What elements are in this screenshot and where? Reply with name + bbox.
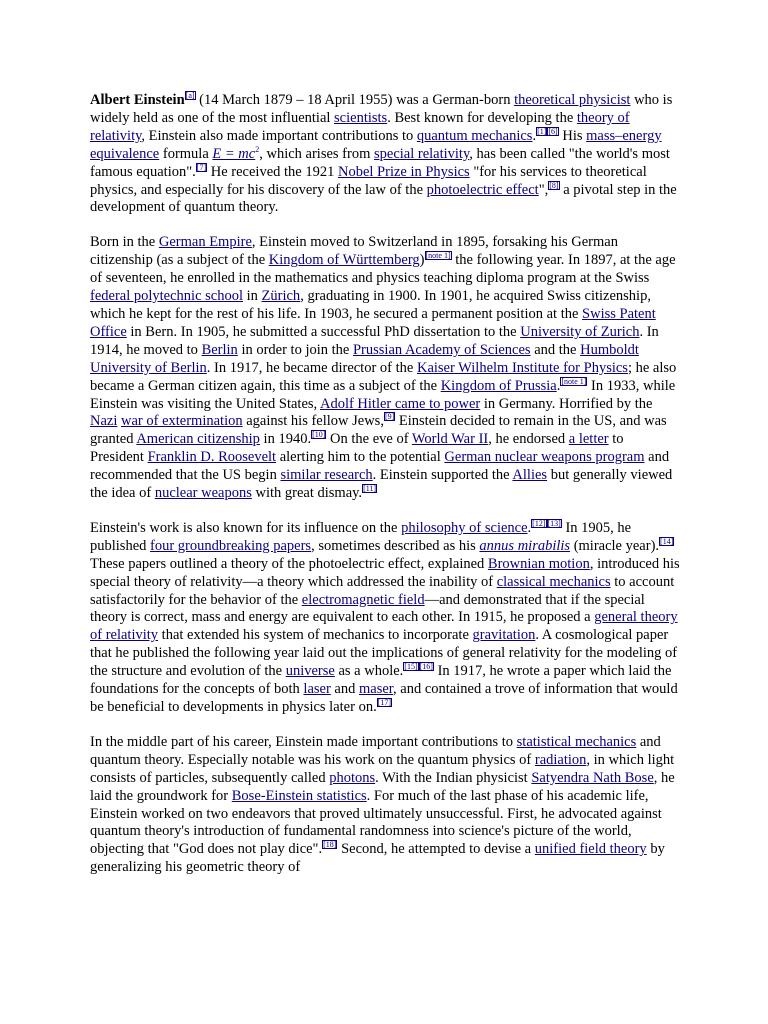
body-text: , Einstein moved to Switzerland in 1895, forsaking his German citizenship (as a subject of the — [90, 234, 618, 269]
wiki-link[interactable]: Brownian motion — [487, 555, 590, 572]
body-text: In 1933, while Einstein was visiting the United States, — [90, 377, 676, 412]
wiki-link[interactable]: Humboldt University of Berlin — [90, 341, 639, 376]
body-text: , and contained a trove of information that would be beneficial to developments in physics later on. — [90, 681, 678, 715]
body-text: and — [330, 681, 359, 698]
superscript: 2 — [255, 144, 260, 154]
body-text: in 1940. — [259, 431, 312, 448]
body-text: "for his services to theoretical physics, and especially for his discovery of the law of the — [90, 163, 647, 198]
body-text: who is widely held as one of the most influential — [90, 92, 673, 126]
body-text: , has been called "the world's most famous equation". — [90, 145, 670, 180]
body-text: formula — [159, 145, 213, 162]
wiki-link[interactable]: electromagnetic field — [301, 591, 425, 608]
wiki-link[interactable]: World War II — [411, 431, 489, 448]
wiki-link[interactable]: Bose-Einstein statistics — [231, 787, 367, 804]
body-text: His — [558, 127, 587, 144]
wiki-link[interactable]: University of Zurich — [520, 323, 640, 340]
article-subject: Albert Einstein — [90, 92, 185, 108]
wiki-link[interactable]: theoretical physicist — [514, 92, 631, 108]
body-text: by generalizing his geometric theory of — [90, 841, 665, 876]
citation-link[interactable]: [1] — [537, 126, 547, 136]
body-text: in order to join the — [237, 341, 353, 358]
citation-link[interactable]: [16] — [419, 662, 433, 672]
citation-link[interactable]: [note 1] — [425, 251, 451, 261]
body-text: against his fellow Jews, — [242, 413, 384, 430]
citation-link[interactable]: [14] — [660, 536, 674, 546]
body-text: In 1905, he published — [90, 519, 632, 554]
body-text: and quantum theory. Especially notable was his work on the quantum physics of — [90, 733, 661, 768]
wiki-link[interactable]: Kingdom of Prussia — [440, 377, 557, 394]
wiki-link[interactable]: Berlin — [201, 341, 238, 358]
citation-ref — [531, 519, 546, 528]
body-text: to President — [90, 431, 624, 466]
citation-ref — [419, 662, 434, 671]
wiki-link-text: annus mirabilis — [479, 537, 571, 554]
body-text: (14 March 1879 – 18 April 1955) was a German-born — [195, 92, 515, 108]
citation-link[interactable]: [10] — [312, 430, 326, 440]
body-text: These papers outlined a theory of the photoelectric effect, explained — [90, 555, 488, 572]
body-text: , sometimes described as his — [311, 537, 480, 554]
wiki-link[interactable] — [212, 146, 255, 162]
citation-link[interactable]: [13] — [547, 518, 561, 528]
citation-ref — [185, 91, 196, 100]
wiki-link[interactable]: war of extermination — [121, 413, 243, 430]
body-text: (miracle year). — [570, 537, 660, 554]
body-text: . With the Indian physicist — [375, 769, 532, 786]
wiki-link[interactable]: universe — [285, 663, 335, 680]
citation-ref — [547, 127, 558, 136]
body-text: and the — [530, 341, 581, 358]
body-text: in — [243, 288, 262, 305]
body-text: Born in the — [90, 234, 159, 251]
body-text: alerting him to the potential — [276, 449, 445, 466]
wiki-link[interactable]: general theory of relativity — [90, 609, 678, 644]
citation-link[interactable]: [a] — [185, 91, 195, 100]
wiki-link[interactable]: photoelectric effect — [426, 181, 539, 198]
wiki-link[interactable]: Adolf Hitler came to power — [319, 395, 481, 412]
body-text: , he endorsed — [488, 431, 569, 448]
body-text: Einstein decided to remain in the US, and was granted — [90, 413, 667, 448]
body-text: and recommended that the US begin — [90, 449, 670, 484]
citation-link[interactable]: [17] — [377, 698, 392, 707]
wiki-link[interactable]: Nobel Prize in Physics — [337, 163, 470, 180]
body-text: a pivotal step in the development of quantum theory. — [90, 181, 677, 216]
wiki-link[interactable]: nuclear weapons — [154, 485, 252, 502]
citation-link[interactable]: [7] — [196, 162, 207, 172]
body-text: . — [532, 127, 537, 144]
body-text: that extended his system of mechanics to incorporate — [158, 627, 473, 644]
wiki-link-text: E = mc — [212, 145, 256, 162]
wiki-link[interactable]: Kingdom of Württemberg — [268, 252, 420, 269]
wiki-link[interactable]: American citizenship — [136, 431, 260, 448]
body-text: with great dismay. — [251, 485, 363, 502]
citation-link[interactable]: [18] — [323, 840, 337, 850]
wiki-link[interactable]: Franklin D. Roosevelt — [147, 449, 277, 466]
wiki-link[interactable]: theory of relativity — [90, 109, 630, 144]
body-text: but generally viewed the idea of — [90, 467, 673, 502]
wiki-link[interactable]: photons — [329, 769, 376, 786]
citation-link[interactable]: [8] — [549, 180, 559, 190]
citation-ref — [536, 127, 547, 136]
body-text: . A cosmological paper that he published the following year laid out the implications of general relativity for the modeling of the structure and evolution of the — [90, 627, 678, 680]
body-text: . In 1914, he moved to — [90, 323, 659, 358]
wiki-link[interactable]: Satyendra Nath Bose — [531, 769, 654, 786]
body-text: On the eve of — [326, 431, 412, 448]
citation-ref — [659, 537, 674, 546]
wiki-link[interactable]: Kaiser Wilhelm Institute for Physics — [416, 359, 628, 376]
wiki-link[interactable]: radiation — [534, 751, 587, 768]
wiki-link[interactable]: laser — [303, 681, 331, 698]
wiki-link[interactable]: quantum mechanics — [416, 127, 533, 144]
paragraph — [90, 734, 680, 877]
wiki-link[interactable]: statistical mechanics — [516, 733, 637, 750]
body-text: In 1917, he wrote a paper which laid the foundations for the concepts of both — [90, 663, 672, 698]
wiki-link[interactable]: four groundbreaking papers — [150, 537, 312, 554]
body-text: the following year. In 1897, at the age of seventeen, he enrolled in the mathematics and physics teaching diploma program at the Swiss — [90, 252, 676, 287]
body-text: , in which light consists of particles, subsequently called — [90, 751, 675, 786]
wiki-link[interactable]: German nuclear weapons program — [444, 449, 645, 466]
wiki-link[interactable]: unified field theory — [534, 841, 647, 858]
body-text: , which arises from — [259, 145, 374, 162]
wiki-link[interactable]: Prussian Academy of Sciences — [352, 341, 531, 358]
paragraph — [90, 520, 680, 717]
body-text: In the middle part of his career, Einstein made important contributions to — [90, 733, 517, 750]
body-text: . Best known for developing the — [387, 109, 577, 126]
citation-link[interactable]: [9] — [384, 412, 395, 422]
citation-link[interactable]: [11] — [363, 484, 377, 494]
body-text: Second, he attempted to devise a — [337, 841, 535, 858]
body-text: . Einstein supported the — [372, 467, 513, 484]
citation-ref — [362, 484, 377, 493]
citation-ref — [384, 412, 395, 421]
citation-ref — [196, 163, 207, 172]
body-text: —and demonstrated that if the special theory is correct, mass and energy are equivalent to each other. In 1915, he proposed a — [90, 591, 645, 626]
citation-link[interactable]: [6] — [548, 126, 558, 136]
body-text: , graduating in 1900. In 1901, he acquired Swiss citizenship, which he kept for the rest of his life. In 1903, he secured a permanent position at the — [90, 288, 651, 322]
wiki-link[interactable] — [479, 538, 570, 554]
citation-link[interactable]: [note 1] — [561, 376, 587, 386]
wiki-link[interactable]: mass–energy equivalence — [90, 127, 662, 162]
citation-ref — [548, 181, 559, 190]
citation-link[interactable]: [12] — [532, 518, 546, 528]
citation-ref — [311, 430, 326, 439]
body-text: . For much of the last phase of his academic life, Einstein worked on two endeavors that proved ultimately unsuccessful. First, he advocated against quantum theory's introduction of fundamental randomness into science's picture of the world, objecting that "God does not play dice". — [90, 787, 662, 858]
citation-link[interactable]: [15] — [404, 662, 418, 672]
wiki-link[interactable]: philosophy of science — [401, 519, 528, 536]
paragraph — [90, 92, 680, 217]
body-text: He received the 1921 — [207, 163, 338, 180]
body-text: , introduced his special theory of relativity—a theory which addressed the inability of — [90, 555, 680, 590]
wiki-link[interactable]: gravitation — [472, 627, 536, 644]
wiki-link[interactable]: a letter — [568, 431, 609, 448]
body-text: as a whole. — [334, 663, 404, 680]
wiki-link[interactable]: Swiss Patent Office — [90, 305, 656, 340]
citation-ref — [322, 840, 337, 849]
body-text: . — [527, 519, 532, 536]
body-text: , he laid the groundwork for — [90, 769, 675, 804]
body-text: . In 1917, he became director of the — [206, 359, 417, 376]
wiki-link[interactable]: federal polytechnic school — [90, 288, 243, 305]
wiki-link[interactable]: Nazi — [90, 413, 118, 430]
body-text: in Germany. Horrified by the — [480, 395, 653, 412]
wiki-link[interactable]: Allies — [512, 467, 548, 484]
document-page — [90, 92, 680, 894]
body-text: ", — [538, 181, 549, 198]
wiki-link[interactable]: scientists — [334, 109, 388, 126]
body-text: Einstein's work is also known for its influence on the — [90, 519, 402, 536]
citation-ref — [425, 251, 452, 260]
citation-ref — [377, 698, 392, 707]
wiki-link[interactable]: classical mechanics — [496, 573, 611, 590]
citation-ref — [403, 662, 418, 671]
body-text: . — [556, 377, 561, 394]
body-text: ) — [419, 252, 425, 269]
body-text: ; he also became a German citizen again, this time as a subject of the — [90, 359, 677, 394]
citation-ref — [547, 519, 562, 528]
wiki-link[interactable]: maser — [358, 681, 394, 698]
wiki-link[interactable]: special relativity — [373, 145, 470, 162]
body-text: , Einstein also made important contributions to — [141, 127, 417, 144]
body-text: in Bern. In 1905, he submitted a successful PhD dissertation to the — [126, 323, 521, 340]
paragraph — [90, 234, 680, 503]
body-text: to account satisfactorily for the behavior of the — [90, 573, 675, 608]
wiki-link[interactable]: Zürich — [261, 288, 301, 305]
wiki-link[interactable]: German Empire — [158, 234, 252, 251]
wiki-link[interactable]: similar research — [280, 467, 373, 484]
citation-ref — [560, 377, 587, 386]
